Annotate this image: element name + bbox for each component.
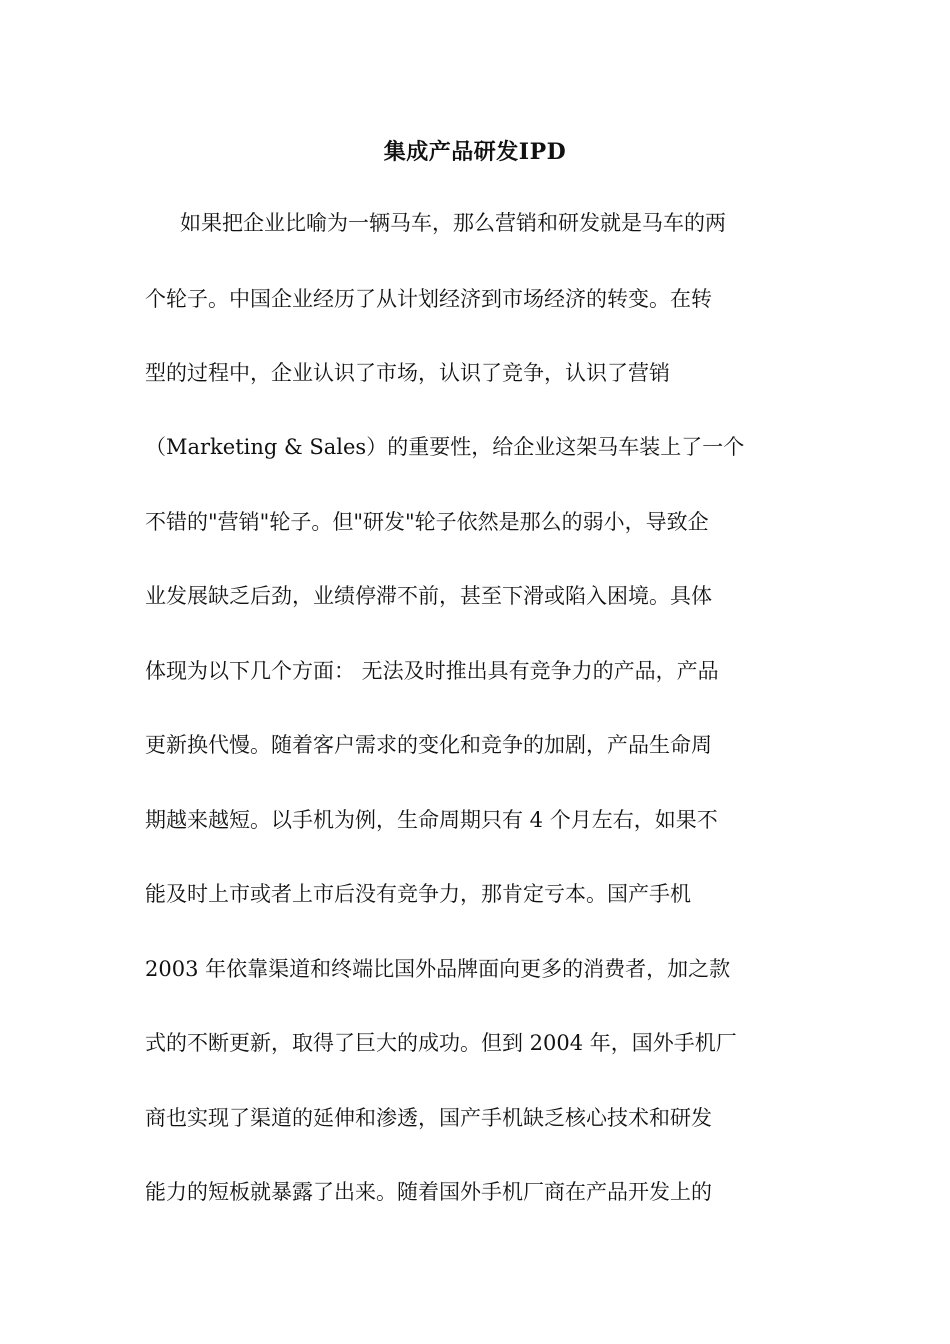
paragraph-line: 能及时上市或者上市后没有竞争力，那肯定亏本。国产手机 [145, 882, 691, 906]
paragraph-line: 不错的"营销"轮子。但"研发"轮子依然是那么的弱小，导致企 [145, 510, 709, 534]
document-title: 集成产品研发IPD [383, 139, 567, 165]
paragraph-line: 型的过程中，企业认识了市场，认识了竞争，认识了营销 [145, 361, 670, 385]
paragraph-line: 业发展缺乏后劲，业绩停滞不前，甚至下滑或陷入困境。具体 [145, 584, 712, 608]
paragraph-line: 商也实现了渠道的延伸和渗透，国产手机缺乏核心技术和研发 [145, 1106, 712, 1130]
paragraph-line: 式的不断更新，取得了巨大的成功。但到 2004 年，国外手机厂 [145, 1031, 737, 1055]
paragraph-line: 能力的短板就暴露了出来。随着国外手机厂商在产品开发上的 [145, 1180, 712, 1204]
paragraph-line: 体现为以下几个方面： 无法及时推出具有竞争力的产品，产品 [145, 659, 719, 683]
paragraph-line: 2003 年依靠渠道和终端比国外品牌面向更多的消费者，加之款 [145, 957, 731, 981]
paragraph-line: 期越来越短。以手机为例，生命周期只有 4 个月左右，如果不 [145, 808, 718, 832]
paragraph-line: 个轮子。中国企业经历了从计划经济到市场经济的转变。在转 [145, 287, 712, 311]
paragraph-line: 如果把企业比喻为一辆马车，那么营销和研发就是马车的两 [180, 211, 726, 235]
paragraph-line: （Marketing & Sales）的重要性，给企业这架马车装上了一个 [145, 435, 745, 459]
paragraph-line: 更新换代慢。随着客户需求的变化和竞争的加剧，产品生命周 [145, 733, 712, 757]
